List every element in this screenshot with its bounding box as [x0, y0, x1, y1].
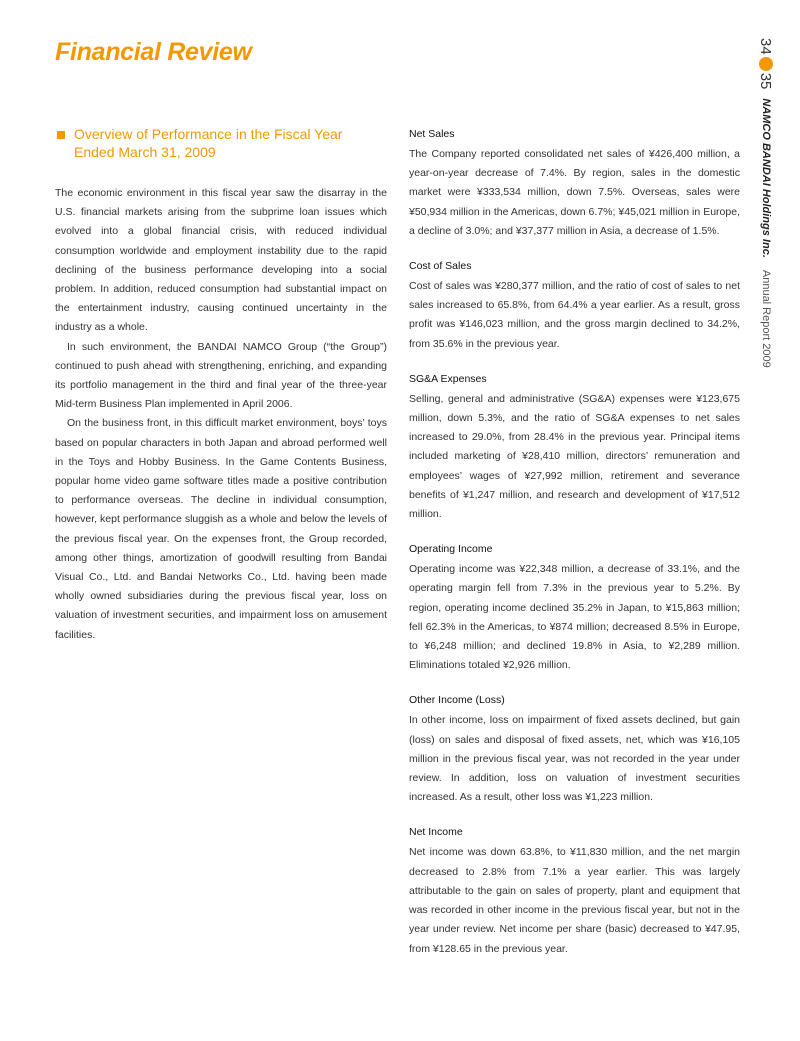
section-text: Selling, general and administrative (SG&A) expenses were ¥123,675 million, down 5.3%, and the ratio of SG&A expenses to net sales increased to 29.0%, from 28.4% in the previous year. Principal items included marketing of ¥28,410 million, directors’ remuneration and employees’ wages of ¥27,992 million, retirement and severance benefits of ¥1,247 million, and research and development of ¥17,512 million. — [409, 392, 740, 521]
section-text: The Company reported consolidated net sales of ¥426,400 million, a year-on-year decrease of 7.4%. By region, sales in the domestic market were ¥333,534 million, down 7.5%. Overseas, sales were ¥50,934 million in the Americas, down 6.7%; ¥45,021 million in Europe, a decline of 3.0%; and ¥37,377 million in Asia, a decrease of 1.5%. — [409, 148, 740, 237]
section-title: Net Income — [409, 826, 463, 839]
overview-column — [55, 125, 387, 645]
sga-expenses-section — [409, 372, 740, 524]
overview-paragraph: In such environment, the BANDAI NAMCO Group (“the Group”) continued to push ahead with strengthening, enriching, and expanding its portfolio management in the third and final year of the three-year Mid-term Business Plan implemented in April 2006. — [55, 340, 387, 411]
section-text: Operating income was ¥22,348 million, a decrease of 33.1%, and the operating margin fell from 7.3% in the previous year to 5.2%. By region, operating income declined 35.2% in Japan, to ¥15,863 million; fell 62.3% in the Americas, to ¥874 million; decreased 8.5% in Europe, to ¥6,248 million; and declined 19.8% in Asia, to ¥2,289 million. Eliminations totaled ¥2,926 million. — [409, 563, 740, 672]
overview-title-line2: Ended March 31, 2009 — [74, 144, 216, 160]
section-title: Other Income (Loss) — [409, 694, 505, 707]
page-number-right: 35 — [757, 72, 775, 90]
overview-title — [74, 125, 342, 161]
square-bullet-icon — [57, 131, 65, 139]
page-title: Financial Review — [55, 38, 252, 66]
details-column — [409, 127, 740, 977]
net-sales-section — [409, 127, 740, 241]
section-text: Cost of sales was ¥280,377 million, and the ratio of cost of sales to net sales increased to 65.8%, from 64.4% a year earlier. As a result, gross profit was ¥146,023 million, and the gross margin declined to 34.2%, from 35.6% in the previous year. — [409, 280, 740, 350]
overview-paragraph: The economic environment in this fiscal year saw the disarray in the U.S. financial markets arising from the subprime loan issues which evolved into a global financial crisis, with reduced individual consumption worldwide and employment instability due to the rapid declining of the business performance developing into a social problem. In addition, reduced consumption had substantial impact on the entertainment industry, causing continued uncertainty in the industry as a whole. — [55, 187, 387, 334]
overview-title-line1: Overview of Performance in the Fiscal Year — [74, 126, 343, 142]
page-header-strip — [746, 38, 786, 368]
section-text: In other income, loss on impairment of fixed assets declined, but gain (loss) on sales and disposal of fixed assets, net, which was ¥16,105 million in the previous fiscal year, was not recorded in the year under review. In addition, loss on valuation of investment securities increased. As a result, other loss was ¥1,223 million. — [409, 714, 740, 804]
other-income-section — [409, 693, 740, 807]
section-title: Cost of Sales — [409, 260, 472, 273]
overview-heading — [55, 125, 387, 161]
report-name: Annual Report 2009 — [760, 269, 772, 368]
section-title: Operating Income — [409, 543, 493, 556]
operating-income-section — [409, 542, 740, 675]
section-title: SG&A Expenses — [409, 372, 487, 385]
overview-paragraph: On the business front, in this difficult market environment, boys’ toys based on popular characters in both Japan and abroad performed well in the Toys and Hobby Business. In the Game Contents Business, popular home video game software titles made a positive contribution to performance overseas. The decline in individual consumption, however, kept performance sluggish as a whole and below the levels of the previous fiscal year. On the expenses front, the Group recorded, among other things, amortization of goodwill resulting from Bandai Visual Co., Ltd. and Bandai Networks Co., Ltd. having been made wholly owned subsidiaries during the previous fiscal year, loss on valuation of investment securities, and impairment loss on amusement facilities. — [55, 417, 387, 641]
net-income-section — [409, 825, 740, 958]
section-title: Net Sales — [409, 128, 455, 140]
page-dot-icon — [759, 57, 773, 71]
company-name: NAMCO BANDAI Holdings Inc. — [760, 98, 772, 258]
section-text: Net income was down 63.8%, to ¥11,830 million, and the net margin decreased to 2.8% from 7.1% a year earlier. This was largely attributable to the gain on sales of property, plant and equipment that was recorded in other income in the previous fiscal year, but not in the year under review. Net income per share (basic) decreased to ¥47.95, from ¥128.65 in the previous year. — [409, 846, 740, 955]
cost-of-sales-section — [409, 259, 740, 354]
page-number-left: 34 — [757, 38, 775, 55]
